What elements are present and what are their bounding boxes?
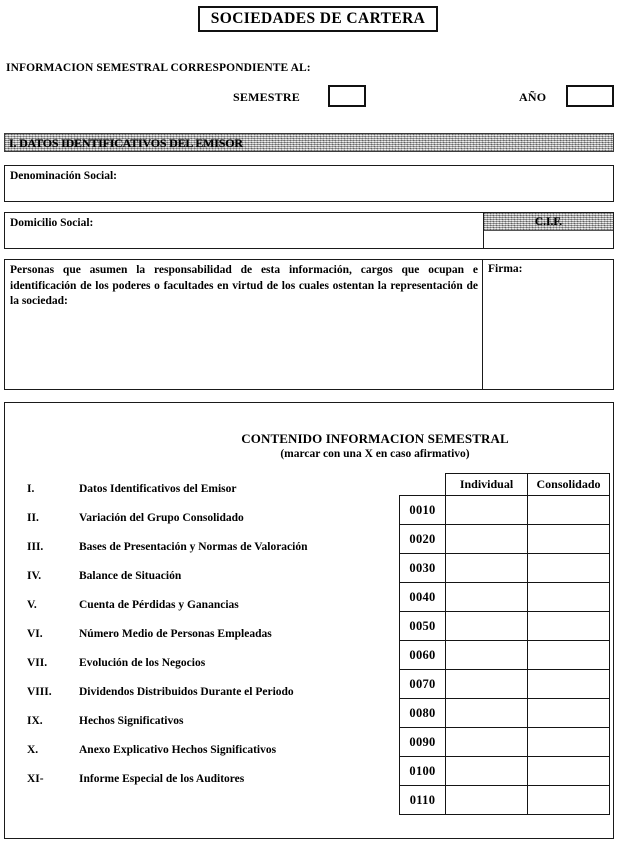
checklist-row-label: Hechos Significativos xyxy=(79,714,184,727)
checklist-row-number: II. xyxy=(27,511,39,524)
checkbox-cell-individual[interactable] xyxy=(446,670,528,699)
table-row xyxy=(400,496,610,525)
checklist-row-label: Datos Identificativos del Emisor xyxy=(79,482,237,495)
checklist-row xyxy=(27,503,244,532)
contenido-grid-head xyxy=(400,474,610,496)
checklist-row xyxy=(27,619,272,648)
row-code: 0060 xyxy=(400,641,446,670)
section-header-datos-identificativos xyxy=(4,133,614,152)
intro-line: INFORMACION SEMESTRAL CORRESPONDIENTE AL: xyxy=(6,62,311,74)
checkbox-cell-individual[interactable] xyxy=(446,496,528,525)
cif-input[interactable] xyxy=(484,231,613,248)
column-header-individual: Individual xyxy=(446,474,528,496)
table-row xyxy=(400,554,610,583)
checkbox-cell-individual[interactable] xyxy=(446,757,528,786)
checklist-row-number: XI- xyxy=(27,772,44,785)
row-code: 0020 xyxy=(400,525,446,554)
checklist-row xyxy=(27,590,239,619)
checklist-row-number: VI. xyxy=(27,627,43,640)
checkbox-cell-consolidado[interactable] xyxy=(528,641,610,670)
domicilio-social-label: Domicilio Social: xyxy=(10,217,94,229)
table-row xyxy=(400,583,610,612)
denominacion-social-label: Denominación Social: xyxy=(10,170,118,182)
domicilio-social-field[interactable] xyxy=(4,212,614,249)
page-title: SOCIEDADES DE CARTERA xyxy=(210,10,426,27)
semestre-label: SEMESTRE xyxy=(233,90,300,104)
checklist-row-number: I. xyxy=(27,482,35,495)
checklist-row-number: IX. xyxy=(27,714,43,727)
checkbox-cell-consolidado[interactable] xyxy=(528,786,610,815)
checkbox-cell-individual[interactable] xyxy=(446,641,528,670)
checkbox-cell-consolidado[interactable] xyxy=(528,670,610,699)
row-code: 0090 xyxy=(400,728,446,757)
row-code: 0030 xyxy=(400,554,446,583)
checkbox-cell-consolidado[interactable] xyxy=(528,612,610,641)
checkbox-cell-individual[interactable] xyxy=(446,554,528,583)
checklist-row xyxy=(27,677,294,706)
checkbox-cell-consolidado[interactable] xyxy=(528,728,610,757)
table-row xyxy=(400,525,610,554)
table-row xyxy=(400,612,610,641)
code-column-header xyxy=(400,474,446,496)
checklist-row-number: VII. xyxy=(27,656,48,669)
checklist-row-label: Dividendos Distribuidos Durante el Periodo xyxy=(79,685,294,698)
table-row xyxy=(400,670,610,699)
checklist-row xyxy=(27,561,181,590)
column-header-consolidado: Consolidado xyxy=(528,474,610,496)
checkbox-cell-individual[interactable] xyxy=(446,786,528,815)
responsabilidad-text: Personas que asumen la responsabilidad de esta información, cargos que ocupan e identificación de los poderes o facultades en virtud de los cuales ostentan la representación de la sociedad: xyxy=(10,264,478,307)
row-code: 0040 xyxy=(400,583,446,612)
checkbox-cell-consolidado[interactable] xyxy=(528,757,610,786)
table-row xyxy=(400,699,610,728)
checkbox-cell-individual[interactable] xyxy=(446,699,528,728)
checklist-row xyxy=(27,648,205,677)
semestre-input[interactable] xyxy=(328,85,366,107)
checklist-row-label: Evolución de los Negocios xyxy=(79,656,206,669)
checkbox-cell-consolidado[interactable] xyxy=(528,496,610,525)
table-header-row xyxy=(400,474,610,496)
table-row xyxy=(400,641,610,670)
checklist-row-number: X. xyxy=(27,743,39,756)
checkbox-cell-consolidado[interactable] xyxy=(528,525,610,554)
section-header-label: I. DATOS IDENTIFICATIVOS DEL EMISOR xyxy=(9,136,243,150)
contenido-heading-main: CONTENIDO INFORMACION SEMESTRAL xyxy=(241,431,509,446)
checklist-row xyxy=(27,764,244,793)
checklist-row-number: VIII. xyxy=(27,685,52,698)
checklist-row-label: Variación del Grupo Consolidado xyxy=(79,511,244,524)
denominacion-social-field[interactable] xyxy=(4,165,614,202)
checkbox-cell-individual[interactable] xyxy=(446,583,528,612)
row-code: 0050 xyxy=(400,612,446,641)
checklist-row xyxy=(27,532,308,561)
checklist-row-label: Número Medio de Personas Empleadas xyxy=(79,627,272,640)
row-code: 0070 xyxy=(400,670,446,699)
table-row xyxy=(400,786,610,815)
cif-header xyxy=(484,213,613,231)
checkbox-cell-consolidado[interactable] xyxy=(528,699,610,728)
firma-cell[interactable] xyxy=(482,260,613,389)
checklist-row xyxy=(27,706,183,735)
anio-label: AÑO xyxy=(519,90,547,104)
contenido-heading xyxy=(155,431,595,460)
contenido-grid xyxy=(399,473,610,815)
table-row xyxy=(400,728,610,757)
checkbox-cell-consolidado[interactable] xyxy=(528,583,610,612)
checklist-row-label: Anexo Explicativo Hechos Significativos xyxy=(79,743,277,756)
row-code: 0110 xyxy=(400,786,446,815)
row-code: 0010 xyxy=(400,496,446,525)
checkbox-cell-individual[interactable] xyxy=(446,525,528,554)
checkbox-cell-individual[interactable] xyxy=(446,728,528,757)
responsabilidad-block xyxy=(4,259,614,390)
row-code: 0080 xyxy=(400,699,446,728)
row-code: 0100 xyxy=(400,757,446,786)
checklist-row-label: Cuenta de Pérdidas y Ganancias xyxy=(79,598,239,611)
cif-label: C.I.F. xyxy=(534,215,563,228)
cif-cell xyxy=(483,213,613,248)
contenido-panel xyxy=(4,402,614,839)
checklist-row-number: IV. xyxy=(27,569,42,582)
firma-label: Firma: xyxy=(488,263,523,275)
checklist-row xyxy=(27,735,276,764)
checklist-row-label: Bases de Presentación y Normas de Valoración xyxy=(79,540,308,553)
checklist-row-number: V. xyxy=(27,598,37,611)
checkbox-cell-consolidado[interactable] xyxy=(528,554,610,583)
contenido-heading-sub: (marcar con una X en caso afirmativo) xyxy=(280,448,470,460)
document-title-box xyxy=(198,6,438,32)
checklist-row-label: Balance de Situación xyxy=(79,569,182,582)
anio-input[interactable] xyxy=(566,85,614,107)
checklist-row xyxy=(27,474,236,503)
checklist-row-number: III. xyxy=(27,540,44,553)
checklist-row-label: Informe Especial de los Auditores xyxy=(79,772,245,785)
checkbox-cell-individual[interactable] xyxy=(446,612,528,641)
table-row xyxy=(400,757,610,786)
contenido-grid-body xyxy=(400,496,610,815)
